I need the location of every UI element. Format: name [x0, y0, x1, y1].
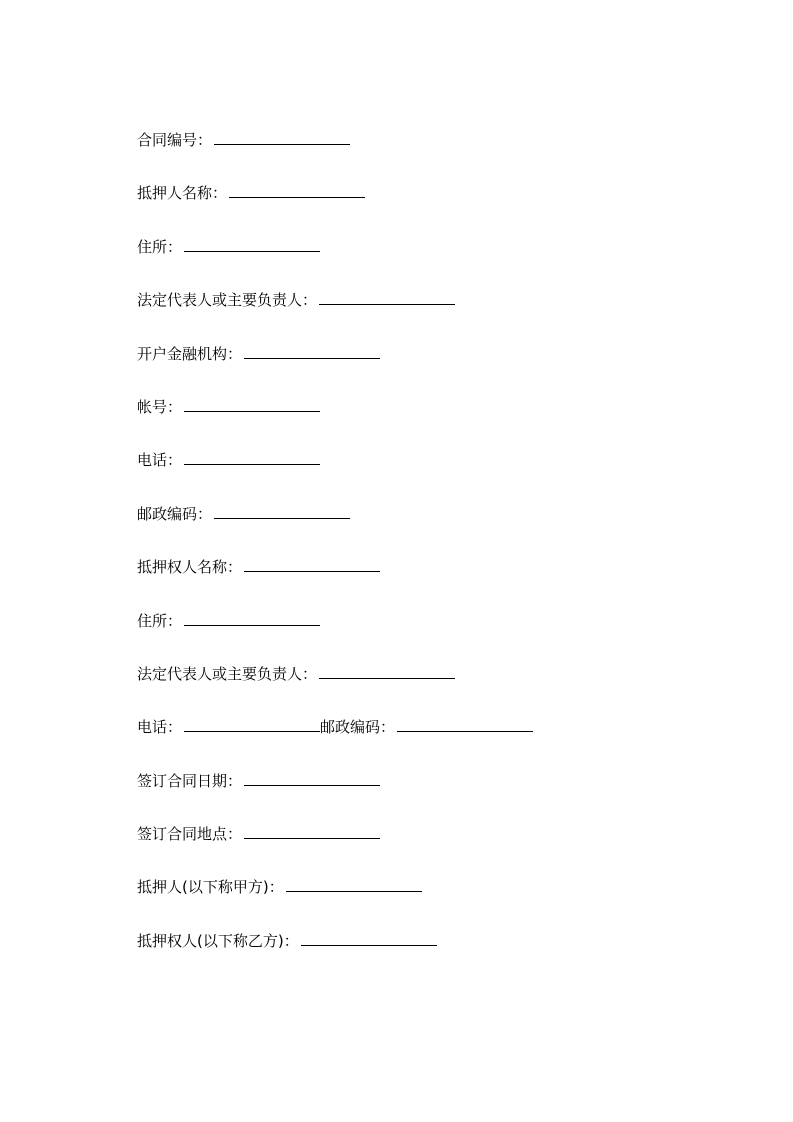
- field-label: 抵押权人名称：: [137, 558, 243, 577]
- field-label: 抵押人(以下称甲方)：: [137, 878, 284, 897]
- field-label: 抵押权人(以下称乙方)：: [137, 931, 299, 950]
- bank-row: [137, 343, 757, 396]
- contract-form: [137, 129, 757, 983]
- party-a-row: [137, 876, 757, 929]
- phone-row: [137, 449, 757, 502]
- signing-place-row: [137, 823, 757, 876]
- field-label: 合同编号：: [137, 131, 213, 149]
- blank-line[interactable]: [286, 876, 422, 892]
- blank-line[interactable]: [214, 129, 350, 145]
- blank-line[interactable]: [397, 716, 533, 732]
- field-label: 法定代表人或主要负责人：: [137, 291, 318, 310]
- field-label: 住所：: [137, 611, 183, 630]
- contract-number-row: [137, 129, 757, 182]
- blank-line[interactable]: [319, 663, 455, 679]
- blank-line[interactable]: [244, 823, 380, 839]
- mortgagee-phone-postal-row: [137, 716, 757, 769]
- blank-line[interactable]: [301, 930, 437, 946]
- postal-code-row: [137, 503, 757, 556]
- mortgagor-representative-row: [137, 289, 757, 342]
- blank-line[interactable]: [184, 236, 320, 252]
- blank-line[interactable]: [244, 556, 380, 572]
- blank-line[interactable]: [184, 610, 320, 626]
- field-label: 开户金融机构：: [137, 344, 243, 363]
- field-label: 电话：: [137, 451, 183, 470]
- field-label: 电话：: [137, 718, 183, 737]
- field-label: 邮政编码：: [320, 718, 396, 737]
- field-label: 抵押人名称：: [137, 184, 228, 203]
- mortgagee-address-row: [137, 610, 757, 663]
- blank-line[interactable]: [184, 396, 320, 412]
- mortgagor-name-row: [137, 182, 757, 235]
- field-label: 签订合同地点：: [137, 825, 243, 844]
- party-b-row: [137, 930, 757, 983]
- field-label: 法定代表人或主要负责人：: [137, 664, 318, 683]
- field-label: 邮政编码：: [137, 504, 213, 523]
- blank-line[interactable]: [244, 770, 380, 786]
- mortgagee-representative-row: [137, 663, 757, 716]
- field-label: 帐号：: [137, 397, 183, 416]
- field-label: 签订合同日期：: [137, 771, 243, 790]
- account-row: [137, 396, 757, 449]
- field-label: 住所：: [137, 237, 183, 256]
- blank-line[interactable]: [244, 343, 380, 359]
- blank-line[interactable]: [184, 449, 320, 465]
- signing-date-row: [137, 770, 757, 823]
- blank-line[interactable]: [319, 289, 455, 305]
- blank-line[interactable]: [214, 503, 350, 519]
- blank-line[interactable]: [184, 716, 320, 732]
- blank-line[interactable]: [229, 182, 365, 198]
- mortgagee-name-row: [137, 556, 757, 609]
- mortgagor-address-row: [137, 236, 757, 289]
